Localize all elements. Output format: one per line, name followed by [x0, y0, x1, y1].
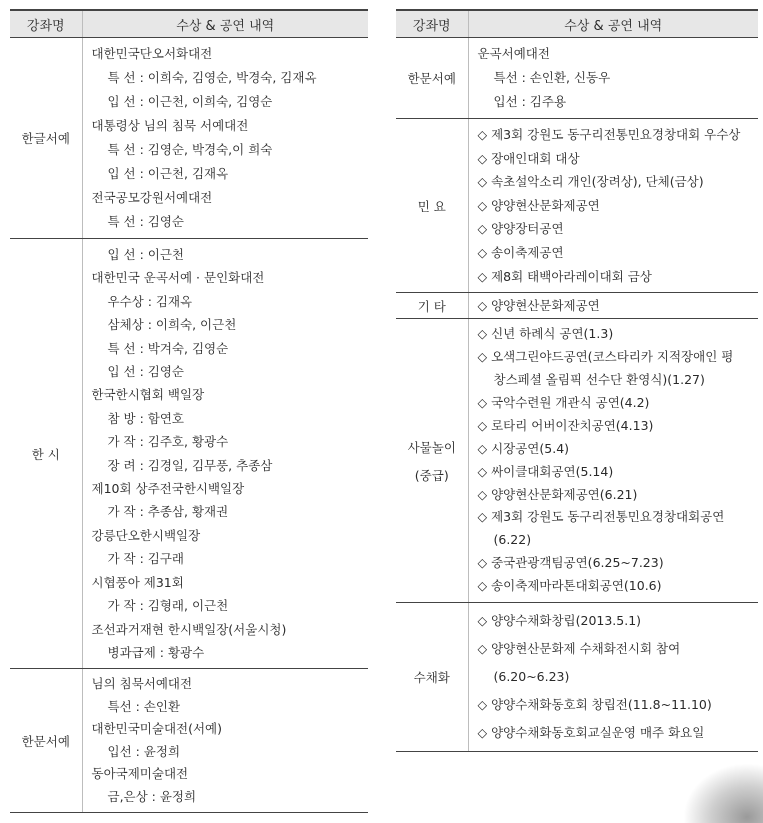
entry-line: 입 선 : 이근천, 이희숙, 김영순	[107, 94, 273, 109]
entry-line: ◇ 양양수채화동호회 창립전(11.8~11.10)	[477, 697, 712, 713]
entry-line: ◇ 중국관광객팀공연(6.25~7.23)	[477, 555, 664, 571]
course-content	[82, 669, 368, 813]
entry-line: 대한민국단오서화대전	[91, 46, 213, 61]
entry-line: ◇ 송이축제마라톤대회공연(10.6)	[477, 578, 662, 594]
course-level: (중급)	[414, 467, 449, 483]
entry-line: 강릉단오한시백일장	[91, 527, 201, 543]
entry-line: 특선 : 손인환	[107, 698, 181, 714]
right-awards-table	[396, 9, 758, 752]
course-name: 수채화	[396, 603, 468, 752]
content-header: 수상 & 공연 내역	[82, 10, 368, 38]
left-awards-table	[10, 9, 368, 813]
course-content	[468, 319, 758, 603]
course-content	[82, 38, 368, 239]
entry-line: ◇ 속초설악소리 개인(장려상), 단체(금상)	[477, 174, 704, 190]
entry-line: ◇ 제3회 강원도 동구리전통민요경창대회 우수상	[477, 127, 741, 142]
course-name: 한문서예	[10, 669, 82, 813]
entry-line: 운곡서예대전	[477, 46, 550, 61]
entry-line: 참 방 : 함연호	[107, 410, 185, 426]
entry-line: (6.20~6.23)	[493, 669, 570, 685]
entry-line: 입선 : 김주용	[493, 94, 567, 109]
brush-decoration	[683, 763, 763, 823]
entry-line: 입 선 : 이근천, 김재옥	[107, 166, 229, 181]
header-row	[396, 10, 758, 38]
course-name: 한 시	[10, 239, 82, 669]
entry-line: ◇ 오색그린야드공연(코스타리카 지적장애인 평	[477, 349, 734, 365]
course-content	[468, 119, 758, 293]
course-header: 강좌명	[10, 10, 82, 38]
course-name: 민 요	[396, 119, 468, 293]
course-row	[10, 669, 368, 813]
entry-line: 특 선 : 박겨숙, 김영순	[107, 340, 229, 356]
course-row	[396, 319, 758, 603]
entry-line: ◇ 양양장터공연	[477, 221, 564, 237]
entry-line: 입선 : 윤정희	[107, 743, 181, 759]
header-row	[10, 10, 368, 38]
course-content	[82, 239, 368, 669]
course-name: 한문서예	[396, 38, 468, 119]
course-row	[396, 38, 758, 119]
entry-line: 장 려 : 김경일, 김무풍, 추종삼	[107, 457, 273, 473]
course-name: 한글서예	[10, 38, 82, 239]
entry-line: ◇ 송이축제공연	[477, 244, 564, 260]
entry-line: 특 선 : 김영순	[107, 214, 185, 229]
course-row	[10, 38, 368, 239]
course-content	[468, 38, 758, 119]
entry-line: 대통령상 님의 침묵 서예대전	[91, 118, 249, 133]
course-row	[396, 293, 758, 319]
course-name: 사물놀이	[407, 439, 456, 455]
entry-line: 대한민국미술대전(서예)	[91, 721, 223, 737]
entry-line: 시협풍아 제31회	[91, 574, 184, 590]
entry-line: ◇ 양양현산문화제공연	[477, 298, 600, 314]
entry-line: 제10회 상주전국한시백일장	[91, 481, 245, 497]
entry-line: 가 작 : 김구래	[107, 551, 185, 567]
entry-line: ◇ 제8회 태백아라레이대회 금상	[477, 268, 652, 284]
entry-line: ◇ 싸이클대회공연(5.14)	[477, 463, 614, 479]
entry-line: 입 선 : 김영순	[107, 364, 185, 380]
entry-line: 창스페셜 올림픽 선수단 환영식)(1.27)	[493, 371, 705, 387]
course-content	[468, 603, 758, 752]
course-name: 기 타	[396, 293, 468, 319]
entry-line: 님의 침묵서예대전	[91, 676, 193, 692]
course-name-cell	[396, 319, 468, 603]
entry-line: 특 선 : 이희숙, 김영순, 박경숙, 김재옥	[107, 70, 317, 85]
entry-line: 대한민국 운곡서예 · 문인화대전	[91, 270, 265, 286]
entry-line: ◇ 신년 하례식 공연(1.3)	[477, 326, 614, 342]
entry-line: 전국공모강원서예대전	[91, 190, 213, 205]
entry-line: 가 작 : 김형래, 이근천	[107, 598, 229, 614]
entry-line: (6.22)	[493, 532, 532, 548]
entry-line: ◇ 장애인대회 대상	[477, 150, 580, 166]
entry-line: ◇ 국악수련원 개관식 공연(4.2)	[477, 394, 650, 410]
entry-line: ◇ 양양수채화창립(2013.5.1)	[477, 613, 642, 629]
entry-line: 삼체상 : 이희숙, 이근천	[107, 317, 237, 333]
entry-line: 특 선 : 김영순, 박경숙,이 희숙	[107, 142, 273, 157]
entry-line: 동아국제미술대전	[91, 766, 189, 782]
entry-line: 가 작 : 추종삼, 황재권	[107, 504, 229, 520]
entry-line: ◇ 양양현산문화제공연	[477, 197, 600, 213]
entry-line: ◇ 제3회 강원도 동구리전통민요경창대회공연	[477, 509, 725, 525]
content-header: 수상 & 공연 내역	[468, 10, 758, 38]
course-row	[396, 119, 758, 293]
entry-line: 금,은상 : 윤정희	[107, 788, 197, 804]
entry-line: ◇ 시장공연(5.4)	[477, 440, 570, 456]
course-content	[468, 293, 758, 319]
entry-line: 우수상 : 김재옥	[107, 293, 193, 309]
course-row	[396, 603, 758, 752]
entry-line: ◇ 로타리 어버이잔치공연(4.13)	[477, 417, 654, 433]
entry-line: 입 선 : 이근천	[107, 247, 185, 262]
course-header: 강좌명	[396, 10, 468, 38]
entry-line: ◇ 양양현산문화제공연(6.21)	[477, 486, 638, 502]
entry-line: ◇ 양양수채화동호회교실운영 매주 화요일	[477, 725, 705, 741]
entry-line: 가 작 : 김주호, 황광수	[107, 434, 229, 450]
entry-line: 병과급제 : 황광수	[107, 644, 205, 660]
course-row	[10, 239, 368, 669]
entry-line: 조선과거재현 한시백일장(서울시청)	[91, 621, 287, 637]
entry-line: 한국한시협회 백일장	[91, 387, 205, 403]
entry-line: ◇ 양양현산문화제 수채화전시회 참여	[477, 641, 681, 657]
entry-line: 특선 : 손인환, 신동우	[493, 70, 611, 85]
